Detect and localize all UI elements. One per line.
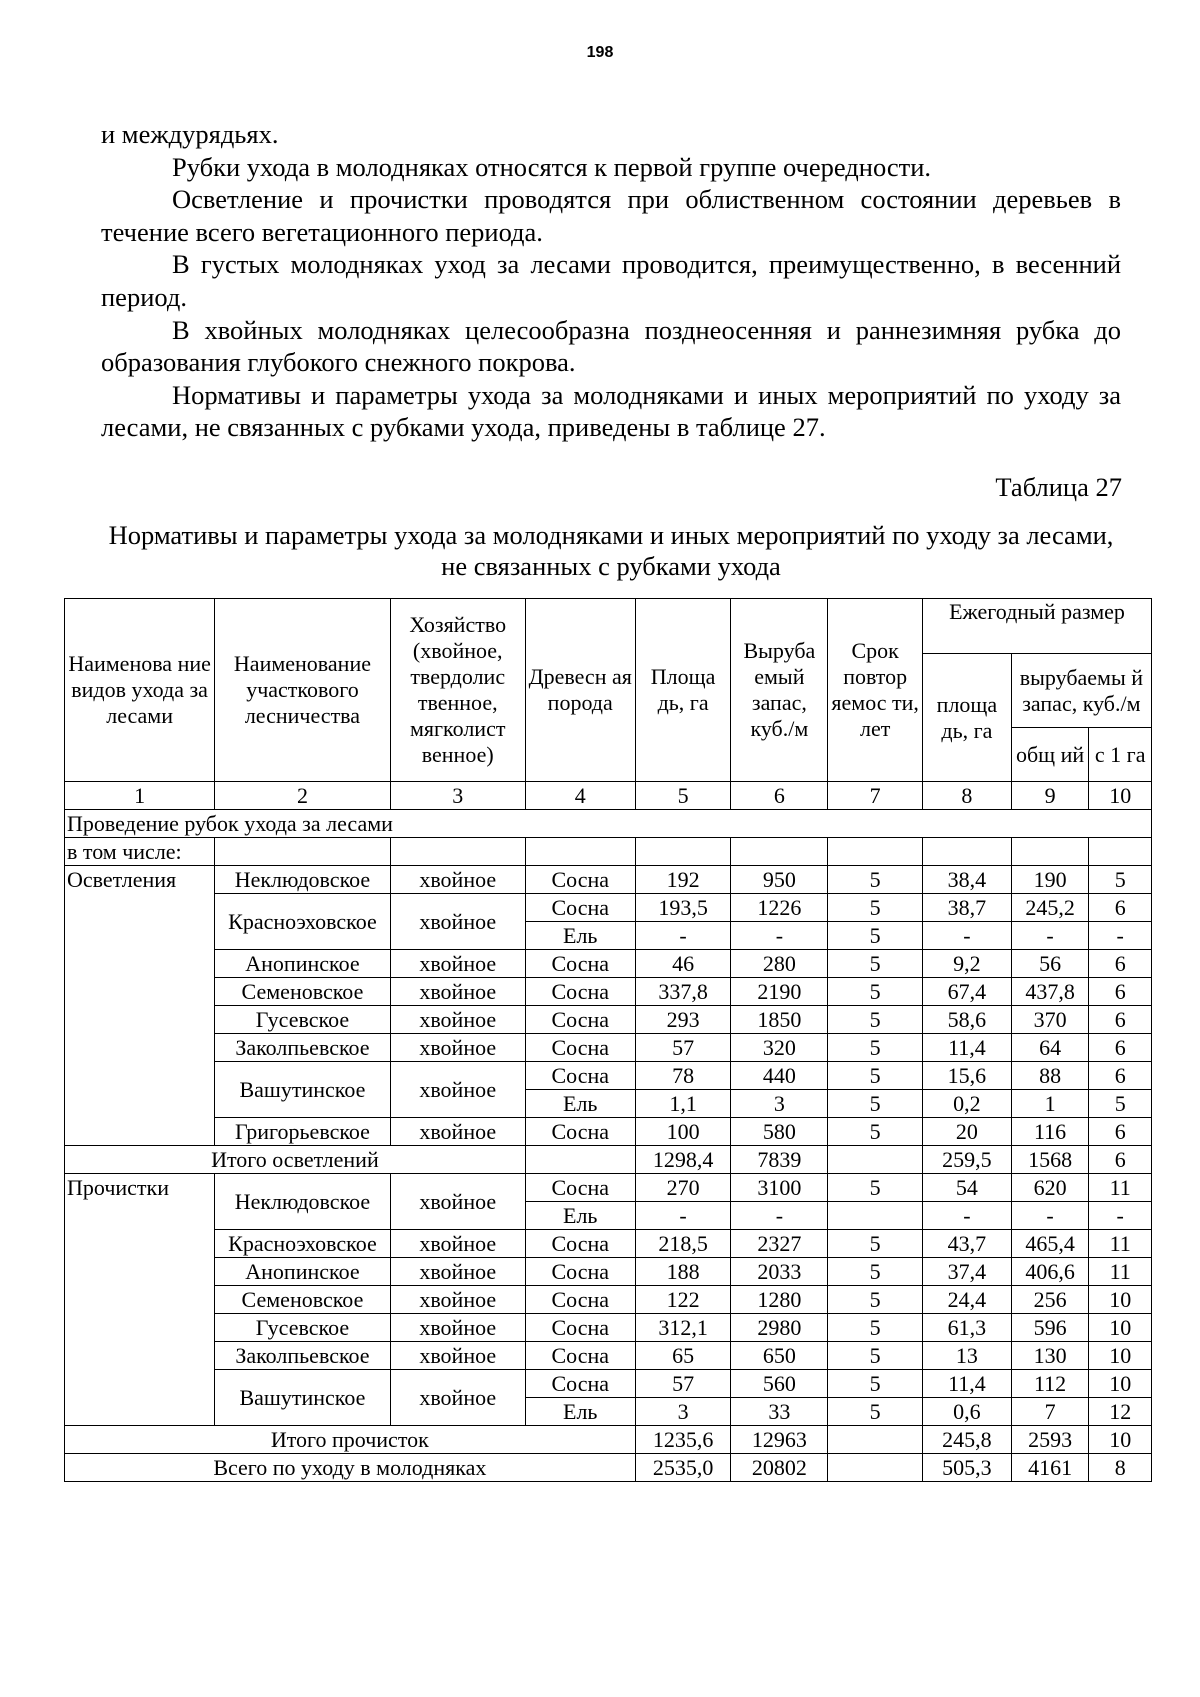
grand-total-label: Всего по уходу в молодняках (65, 1454, 636, 1482)
cell: Сосна (525, 1370, 635, 1398)
cell: - (1011, 922, 1089, 950)
cell: 5 (828, 1370, 923, 1398)
cell: 650 (731, 1342, 828, 1370)
group-name: Прочистки (65, 1174, 215, 1426)
cell: 5 (828, 1118, 923, 1146)
cell: хвойное (390, 1258, 525, 1286)
col-number: 7 (828, 782, 923, 810)
cell: 33 (731, 1398, 828, 1426)
col-number: 2 (215, 782, 390, 810)
col-number: 8 (923, 782, 1012, 810)
cell: 130 (1011, 1342, 1089, 1370)
cell: 116 (1011, 1118, 1089, 1146)
cell: 5 (828, 866, 923, 894)
cell: 245,8 (923, 1426, 1012, 1454)
table-row (65, 866, 1152, 894)
cell: 465,4 (1011, 1230, 1089, 1258)
cell: хвойное (390, 1006, 525, 1034)
cell: 192 (635, 866, 731, 894)
table-row (65, 894, 1152, 922)
total-label: Итого прочисток (65, 1426, 636, 1454)
cell: 112 (1011, 1370, 1089, 1398)
cell: 38,7 (923, 894, 1012, 922)
cell: хвойное (390, 1370, 525, 1426)
forestry-cell: Гусевское (215, 1314, 390, 1342)
cell: 6 (1089, 1146, 1152, 1174)
cell: 58,6 (923, 1006, 1012, 1034)
header-cell: площа дь, га (923, 654, 1012, 782)
cell: 88 (1011, 1062, 1089, 1090)
table-row (65, 1006, 1152, 1034)
forestry-cell: Вашутинское (215, 1062, 390, 1118)
cell: 4161 (1011, 1454, 1089, 1482)
paragraph: В густых молодняках уход за лесами проводится, преимущественно, в весенний период. (101, 249, 1121, 312)
cell: 337,8 (635, 978, 731, 1006)
cell: 0,2 (923, 1090, 1012, 1118)
cell: 20802 (731, 1454, 828, 1482)
forestry-cell: Анопинское (215, 950, 390, 978)
cell: 6 (1089, 1034, 1152, 1062)
header-cell: вырубаемы й запас, куб./м (1011, 654, 1151, 728)
cell: - (923, 922, 1012, 950)
cell: 320 (731, 1034, 828, 1062)
cell: - (1089, 1202, 1152, 1230)
table-row (65, 1174, 1152, 1202)
cell: 13 (923, 1342, 1012, 1370)
cell: 11 (1089, 1258, 1152, 1286)
header-cell: общ ий (1011, 728, 1089, 782)
cell: 7839 (731, 1146, 828, 1174)
cell: 190 (1011, 866, 1089, 894)
table-row (65, 1342, 1152, 1370)
table-row (65, 1230, 1152, 1258)
col-number: 3 (390, 782, 525, 810)
cell: 5 (828, 978, 923, 1006)
cell: 12 (1089, 1398, 1152, 1426)
table-row (65, 1034, 1152, 1062)
grand-total-row (65, 1454, 1152, 1482)
cell: 12963 (731, 1426, 828, 1454)
paragraph: В хвойных молодняках целесообразна позднеосенняя и раннезимняя рубка до образования глубокого снежного покрова. (101, 314, 1121, 378)
cell: 6 (1089, 894, 1152, 922)
cell: 596 (1011, 1314, 1089, 1342)
forestry-cell: Заколпьевское (215, 1034, 390, 1062)
cell: 11 (1089, 1174, 1152, 1202)
cell: хвойное (390, 1230, 525, 1258)
forestry-cell: Неклюдовское (215, 1174, 390, 1230)
cell: хвойное (390, 1342, 525, 1370)
cell: 122 (635, 1286, 731, 1314)
cell: 7 (1011, 1398, 1089, 1426)
cell: 9,2 (923, 950, 1012, 978)
cell: 6 (1089, 978, 1152, 1006)
cell: 0,6 (923, 1398, 1012, 1426)
paragraph: Нормативы и параметры ухода за молодняками и иных мероприятий по уходу за лесами, не связанных с рубками ухода, приведены в таблице 27. (101, 379, 1121, 443)
cell: Сосна (525, 866, 635, 894)
cell: 5 (828, 1006, 923, 1034)
cell: 5 (1089, 866, 1152, 894)
forestry-cell: Вашутинское (215, 1370, 390, 1426)
cell: 5 (828, 922, 923, 950)
cell: 10 (1089, 1342, 1152, 1370)
cell: 312,1 (635, 1314, 731, 1342)
cell: 5 (828, 1034, 923, 1062)
cell: 6 (1089, 1118, 1152, 1146)
col-number: 9 (1011, 782, 1089, 810)
cell: 5 (828, 1258, 923, 1286)
cell: Сосна (525, 1174, 635, 1202)
cell: 57 (635, 1034, 731, 1062)
cell: 54 (923, 1174, 1012, 1202)
section-title: Проведение рубок ухода за лесами (65, 810, 1152, 838)
cell: 3 (635, 1398, 731, 1426)
cell: 6 (1089, 950, 1152, 978)
cell: 256 (1011, 1286, 1089, 1314)
cell: 259,5 (923, 1146, 1012, 1174)
header-cell: с 1 га (1089, 728, 1152, 782)
cell: 38,4 (923, 866, 1012, 894)
cell: 11 (1089, 1230, 1152, 1258)
cell: Сосна (525, 1062, 635, 1090)
cell: 15,6 (923, 1062, 1012, 1090)
cell: 46 (635, 950, 731, 978)
table-row (65, 1258, 1152, 1286)
forestry-cell: Красноэховское (215, 1230, 390, 1258)
cell: 5 (828, 1314, 923, 1342)
cell: 5 (828, 1062, 923, 1090)
including-label: в том числе: (65, 838, 215, 866)
total-row (65, 1426, 1152, 1454)
paragraph: Рубки ухода в молодняках относятся к первой группе очередности. (172, 151, 932, 182)
cell: 560 (731, 1370, 828, 1398)
cell: Сосна (525, 1314, 635, 1342)
cell: Сосна (525, 978, 635, 1006)
header-cell: Хозяйство (хвойное, твердолис твенное, мягколист венное) (390, 599, 525, 782)
cell: 440 (731, 1062, 828, 1090)
body-text (101, 118, 1121, 444)
cell: хвойное (390, 1118, 525, 1146)
cell: 1568 (1011, 1146, 1089, 1174)
data-table (64, 598, 1152, 1482)
cell: хвойное (390, 1034, 525, 1062)
cell: 1,1 (635, 1090, 731, 1118)
cell: Сосна (525, 1230, 635, 1258)
cell: 1235,6 (635, 1426, 731, 1454)
cell: 8 (1089, 1454, 1152, 1482)
table-row (65, 978, 1152, 1006)
cell: 5 (828, 1342, 923, 1370)
cell: Ель (525, 1090, 635, 1118)
cell: 620 (1011, 1174, 1089, 1202)
cell: 65 (635, 1342, 731, 1370)
cell: - (1011, 1202, 1089, 1230)
cell: Ель (525, 1398, 635, 1426)
cell: 5 (828, 894, 923, 922)
forestry-cell: Семеновское (215, 1286, 390, 1314)
col-number: 1 (65, 782, 215, 810)
cell: - (635, 922, 731, 950)
cell: 78 (635, 1062, 731, 1090)
cell: 280 (731, 950, 828, 978)
cell: 11,4 (923, 1034, 1012, 1062)
cell: 10 (1089, 1314, 1152, 1342)
header-cell: Наименование участкового лесничества (215, 599, 390, 782)
cell: 5 (828, 1174, 923, 1202)
cell: 2535,0 (635, 1454, 731, 1482)
cell: 11,4 (923, 1370, 1012, 1398)
cell: 218,5 (635, 1230, 731, 1258)
total-label: Итого осветлений (65, 1146, 526, 1174)
cell: хвойное (390, 1314, 525, 1342)
forestry-cell: Гусевское (215, 1006, 390, 1034)
cell: 100 (635, 1118, 731, 1146)
cell: 5 (828, 1286, 923, 1314)
cell: 5 (1089, 1090, 1152, 1118)
table-row (65, 1286, 1152, 1314)
cell: хвойное (390, 1062, 525, 1118)
cell: 24,4 (923, 1286, 1012, 1314)
cell: 64 (1011, 1034, 1089, 1062)
cell: 2593 (1011, 1426, 1089, 1454)
table-row (65, 1314, 1152, 1342)
cell: - (731, 922, 828, 950)
cell: 61,3 (923, 1314, 1012, 1342)
cell: 2980 (731, 1314, 828, 1342)
cell: хвойное (390, 1174, 525, 1230)
col-number: 5 (635, 782, 731, 810)
cell: хвойное (390, 978, 525, 1006)
cell: хвойное (390, 1286, 525, 1314)
cell: 2327 (731, 1230, 828, 1258)
col-number: 4 (525, 782, 635, 810)
cell: - (1089, 922, 1152, 950)
cell: 437,8 (1011, 978, 1089, 1006)
total-row (65, 1146, 1152, 1174)
table-title: Нормативы и параметры ухода за молодняками и иных мероприятий по уходу за лесами, не связанных с рубками ухода (108, 520, 1114, 581)
cell: 950 (731, 866, 828, 894)
cell: 1280 (731, 1286, 828, 1314)
paragraph: Осветление и прочистки проводятся при облиственном состоянии деревьев в течение всего вегетационного периода. (101, 184, 1121, 247)
cell: 67,4 (923, 978, 1012, 1006)
cell: хвойное (390, 866, 525, 894)
page-number: 198 (586, 44, 614, 61)
cell: 370 (1011, 1006, 1089, 1034)
cell: 505,3 (923, 1454, 1012, 1482)
cell: 580 (731, 1118, 828, 1146)
forestry-cell: Григорьевское (215, 1118, 390, 1146)
cell: 6 (1089, 1006, 1152, 1034)
cell: Сосна (525, 894, 635, 922)
cell: Сосна (525, 1286, 635, 1314)
cell: 10 (1089, 1370, 1152, 1398)
cell: 406,6 (1011, 1258, 1089, 1286)
forestry-cell: Красноэховское (215, 894, 390, 950)
cell: 20 (923, 1118, 1012, 1146)
cell: 193,5 (635, 894, 731, 922)
table-row (65, 1118, 1152, 1146)
cell: Сосна (525, 1342, 635, 1370)
header-cell: Древесн ая порода (525, 599, 635, 782)
cell: - (923, 1202, 1012, 1230)
group-name: Осветления (65, 866, 215, 1146)
forestry-cell: Неклюдовское (215, 866, 390, 894)
cell: 56 (1011, 950, 1089, 978)
cell: 1298,4 (635, 1146, 731, 1174)
cell: 6 (1089, 1062, 1152, 1090)
cell: 1226 (731, 894, 828, 922)
cell: 2033 (731, 1258, 828, 1286)
col-number: 6 (731, 782, 828, 810)
cell: 270 (635, 1174, 731, 1202)
cell: 10 (1089, 1426, 1152, 1454)
cell: Сосна (525, 1258, 635, 1286)
table-label: Таблица 27 (995, 472, 1122, 502)
cell: 1 (1011, 1090, 1089, 1118)
header-cell: Выруба емый запас, куб./м (731, 599, 828, 782)
header-cell: Площа дь, га (635, 599, 731, 782)
cell: 43,7 (923, 1230, 1012, 1258)
cell: 5 (828, 950, 923, 978)
cell: - (635, 1202, 731, 1230)
cell: 57 (635, 1370, 731, 1398)
cell: 3100 (731, 1174, 828, 1202)
col-number: 10 (1089, 782, 1152, 810)
cell: Сосна (525, 1006, 635, 1034)
cell: 1850 (731, 1006, 828, 1034)
forestry-cell: Семеновское (215, 978, 390, 1006)
cell: 3 (731, 1090, 828, 1118)
cell: Ель (525, 1202, 635, 1230)
table-row (65, 1062, 1152, 1090)
cell: 245,2 (1011, 894, 1089, 922)
cell: 5 (828, 1090, 923, 1118)
header-cell: Срок повтор яемос ти, лет (828, 599, 923, 782)
header-cell: Ежегодный размер (923, 599, 1152, 654)
forestry-cell: Заколпьевское (215, 1342, 390, 1370)
header-cell: Наименова ние видов ухода за лесами (65, 599, 215, 782)
cell: 5 (828, 1398, 923, 1426)
forestry-cell: Анопинское (215, 1258, 390, 1286)
cell: Сосна (525, 1034, 635, 1062)
paragraph: и междурядьях. (101, 119, 279, 149)
cell: - (731, 1202, 828, 1230)
cell: 293 (635, 1006, 731, 1034)
cell: хвойное (390, 894, 525, 950)
cell: Сосна (525, 1118, 635, 1146)
cell: 188 (635, 1258, 731, 1286)
cell: Сосна (525, 950, 635, 978)
cell: Ель (525, 922, 635, 950)
table-row (65, 1370, 1152, 1398)
cell: 10 (1089, 1286, 1152, 1314)
table-row (65, 950, 1152, 978)
cell: 2190 (731, 978, 828, 1006)
cell: 37,4 (923, 1258, 1012, 1286)
cell: хвойное (390, 950, 525, 978)
cell: 5 (828, 1230, 923, 1258)
